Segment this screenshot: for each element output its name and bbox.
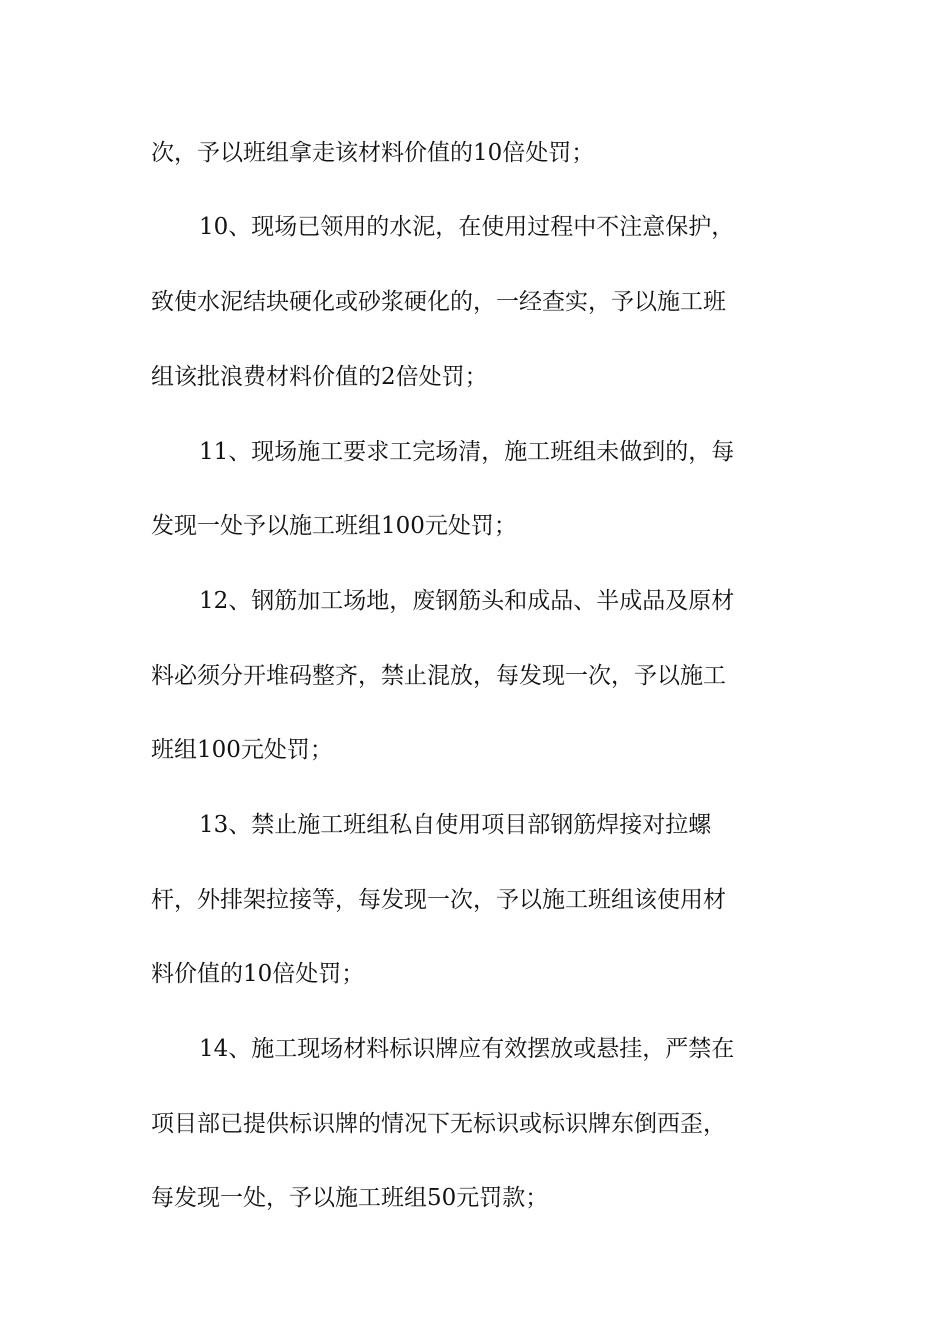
paragraph-11-line-1: 11、现场施工要求工完场清，施工班组未做到的，每 [199,439,735,465]
paragraph-14-line-3: 每发现一处，予以施工班组50元罚款； [151,1185,549,1211]
paragraph-14-line-1: 14、施工现场材料标识牌应有效摆放或悬挂，严禁在 [199,1036,735,1062]
paragraph-9-continuation: 次，予以班组拿走该材料价值的10倍处罚； [151,140,595,166]
paragraph-11-line-2: 发现一处予以施工班组100元处罚； [151,513,517,539]
paragraph-13-line-1: 13、禁止施工班组私自使用项目部钢筋焊接对拉螺 [199,812,712,838]
paragraph-10-line-1: 10、现场已领用的水泥，在使用过程中不注意保护， [199,214,735,240]
paragraph-14-line-2: 项目部已提供标识牌的情况下无标识或标识牌东倒西歪， [151,1111,726,1137]
paragraph-13-line-2: 杆，外排架拉接等，每发现一次，予以施工班组该使用材 [151,887,726,913]
paragraph-10-line-3: 组该批浪费材料价值的2倍处罚； [151,364,488,390]
paragraph-13-line-3: 料价值的10倍处罚； [151,961,365,987]
paragraph-12-line-2: 料必须分开堆码整齐，禁止混放，每发现一次，予以施工 [151,663,726,689]
paragraph-10-line-2: 致使水泥结块硬化或砂浆硬化的，一经查实，予以施工班 [151,289,726,315]
paragraph-12-line-3: 班组100元处罚； [151,737,333,763]
paragraph-12-line-1: 12、钢筋加工场地，废钢筋头和成品、半成品及原材 [199,588,735,614]
